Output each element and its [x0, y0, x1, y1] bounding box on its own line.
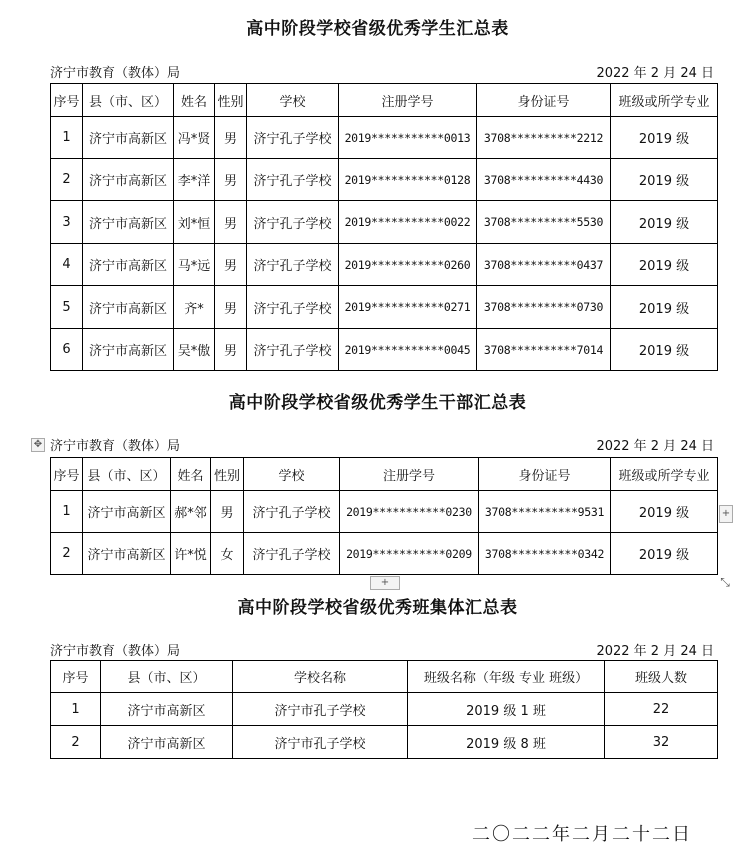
cell-index: 2: [51, 533, 83, 575]
table-row: [51, 726, 718, 759]
add-row-icon[interactable]: +: [370, 576, 400, 590]
cell-name: 吴*傲: [174, 329, 215, 371]
col-header: 班级人数: [605, 661, 718, 693]
cell-district: 济宁市高新区: [101, 726, 233, 759]
table2-issuer: 济宁市教育（教体）局: [50, 439, 181, 454]
cell-class: 2019 级: [611, 533, 718, 575]
cell-class: 2019 级: [611, 244, 718, 286]
col-header: 县（市、区）: [83, 84, 174, 117]
table2-header-row: [51, 458, 718, 491]
cell-district: 济宁市高新区: [83, 159, 174, 201]
cell-id-number: 3708**********2212: [477, 117, 611, 159]
cell-school: 济宁孔子学校: [247, 286, 339, 329]
add-column-icon[interactable]: +: [719, 505, 733, 523]
table1-title: 高中阶段学校省级优秀学生汇总表: [246, 19, 509, 39]
cell-class: 2019 级: [611, 201, 718, 244]
table-resize-handle-icon[interactable]: ⤡: [720, 575, 730, 589]
cell-index: 2: [51, 726, 101, 759]
cell-index: 1: [51, 693, 101, 726]
cell-school: 济宁孔子学校: [247, 244, 339, 286]
cell-class-name: 2019 级 8 班: [408, 726, 605, 759]
table-row: [51, 693, 718, 726]
col-header: 县（市、区）: [101, 661, 233, 693]
col-header: 学校名称: [233, 661, 408, 693]
table1-meta: [50, 62, 717, 80]
col-header: 身份证号: [477, 84, 611, 117]
cell-student-id: 2019***********0022: [339, 201, 477, 244]
cell-id-number: 3708**********9531: [479, 491, 611, 533]
cell-student-id: 2019***********0209: [340, 533, 479, 575]
cell-id-number: 3708**********5530: [477, 201, 611, 244]
table-row: [51, 329, 718, 371]
cell-id-number: 3708**********7014: [477, 329, 611, 371]
cell-index: 4: [51, 244, 83, 286]
cell-school: 济宁孔子学校: [244, 491, 340, 533]
cell-school: 济宁市孔子学校: [233, 726, 408, 759]
table2: [50, 457, 718, 575]
cell-index: 3: [51, 201, 83, 244]
col-header: 县（市、区）: [83, 458, 171, 491]
cell-district: 济宁市高新区: [83, 117, 174, 159]
table3-meta: [50, 640, 717, 658]
cell-gender: 男: [215, 159, 247, 201]
cell-id-number: 3708**********0437: [477, 244, 611, 286]
table-row: [51, 533, 718, 575]
cell-student-id: 2019***********0045: [339, 329, 477, 371]
table1: [50, 83, 718, 371]
table-row: [51, 159, 718, 201]
table1-date: 2022 年 2 月 24 日: [596, 66, 714, 81]
table3-title: 高中阶段学校省级优秀班集体汇总表: [237, 598, 518, 618]
cell-gender: 男: [215, 329, 247, 371]
col-header: 班级名称（年级 专业 班级）: [408, 661, 605, 693]
cell-student-id: 2019***********0128: [339, 159, 477, 201]
cell-school: 济宁孔子学校: [247, 159, 339, 201]
cell-class: 2019 级: [611, 117, 718, 159]
col-header: 注册学号: [339, 84, 477, 117]
cell-gender: 男: [215, 286, 247, 329]
cell-name: 马*远: [174, 244, 215, 286]
cell-student-id: 2019***********0013: [339, 117, 477, 159]
table1-issuer: 济宁市教育（教体）局: [50, 66, 181, 81]
cell-student-id: 2019***********0260: [339, 244, 477, 286]
cell-class: 2019 级: [611, 159, 718, 201]
cell-district: 济宁市高新区: [83, 533, 171, 575]
cell-district: 济宁市高新区: [83, 201, 174, 244]
cell-class: 2019 级: [611, 329, 718, 371]
cell-gender: 男: [211, 491, 244, 533]
cell-name: 冯*贤: [174, 117, 215, 159]
cell-class-size: 32: [605, 726, 718, 759]
cell-gender: 男: [215, 201, 247, 244]
cell-district: 济宁市高新区: [83, 286, 174, 329]
cell-id-number: 3708**********0342: [479, 533, 611, 575]
cell-school: 济宁孔子学校: [247, 117, 339, 159]
cell-school: 济宁孔子学校: [247, 201, 339, 244]
cell-index: 1: [51, 491, 83, 533]
table-move-handle-icon[interactable]: ✥: [31, 438, 45, 452]
cell-district: 济宁市高新区: [83, 244, 174, 286]
table3-issuer: 济宁市教育（教体）局: [50, 644, 181, 659]
col-header: 序号: [51, 661, 101, 693]
table-row: [51, 491, 718, 533]
cell-class-size: 22: [605, 693, 718, 726]
cell-class-name: 2019 级 1 班: [408, 693, 605, 726]
cell-school: 济宁孔子学校: [244, 533, 340, 575]
cell-class: 2019 级: [611, 491, 718, 533]
cell-id-number: 3708**********4430: [477, 159, 611, 201]
table1-header-row: [51, 84, 718, 117]
table-row: [51, 117, 718, 159]
cell-student-id: 2019***********0230: [340, 491, 479, 533]
cell-school: 济宁孔子学校: [247, 329, 339, 371]
cell-class: 2019 级: [611, 286, 718, 329]
table3: [50, 660, 718, 759]
col-header: 序号: [51, 84, 83, 117]
cell-gender: 女: [211, 533, 244, 575]
cell-district: 济宁市高新区: [83, 329, 174, 371]
cell-student-id: 2019***********0271: [339, 286, 477, 329]
cell-id-number: 3708**********0730: [477, 286, 611, 329]
cell-gender: 男: [215, 244, 247, 286]
col-header: 性别: [215, 84, 247, 117]
table-row: [51, 201, 718, 244]
cell-index: 1: [51, 117, 83, 159]
col-header: 班级或所学专业: [611, 458, 718, 491]
cell-index: 5: [51, 286, 83, 329]
table3-date: 2022 年 2 月 24 日: [596, 644, 714, 659]
cell-index: 6: [51, 329, 83, 371]
cell-school: 济宁市孔子学校: [233, 693, 408, 726]
cell-index: 2: [51, 159, 83, 201]
cell-district: 济宁市高新区: [101, 693, 233, 726]
col-header: 姓名: [174, 84, 215, 117]
table2-meta: [50, 435, 717, 453]
cell-name: 齐*: [174, 286, 215, 329]
footer-date: 二〇二二年二月二十二日: [472, 824, 692, 845]
col-header: 班级或所学专业: [611, 84, 718, 117]
table2-date: 2022 年 2 月 24 日: [596, 439, 714, 454]
table3-header-row: [51, 661, 718, 693]
cell-gender: 男: [215, 117, 247, 159]
col-header: 序号: [51, 458, 83, 491]
col-header: 学校: [244, 458, 340, 491]
col-header: 性别: [211, 458, 244, 491]
table-row: [51, 244, 718, 286]
table2-title: 高中阶段学校省级优秀学生干部汇总表: [228, 393, 527, 413]
col-header: 注册学号: [340, 458, 479, 491]
cell-district: 济宁市高新区: [83, 491, 171, 533]
cell-name: 郝*邻: [171, 491, 211, 533]
table-row: [51, 286, 718, 329]
cell-name: 许*悦: [171, 533, 211, 575]
col-header: 身份证号: [479, 458, 611, 491]
cell-name: 李*洋: [174, 159, 215, 201]
col-header: 姓名: [171, 458, 211, 491]
cell-name: 刘*恒: [174, 201, 215, 244]
col-header: 学校: [247, 84, 339, 117]
